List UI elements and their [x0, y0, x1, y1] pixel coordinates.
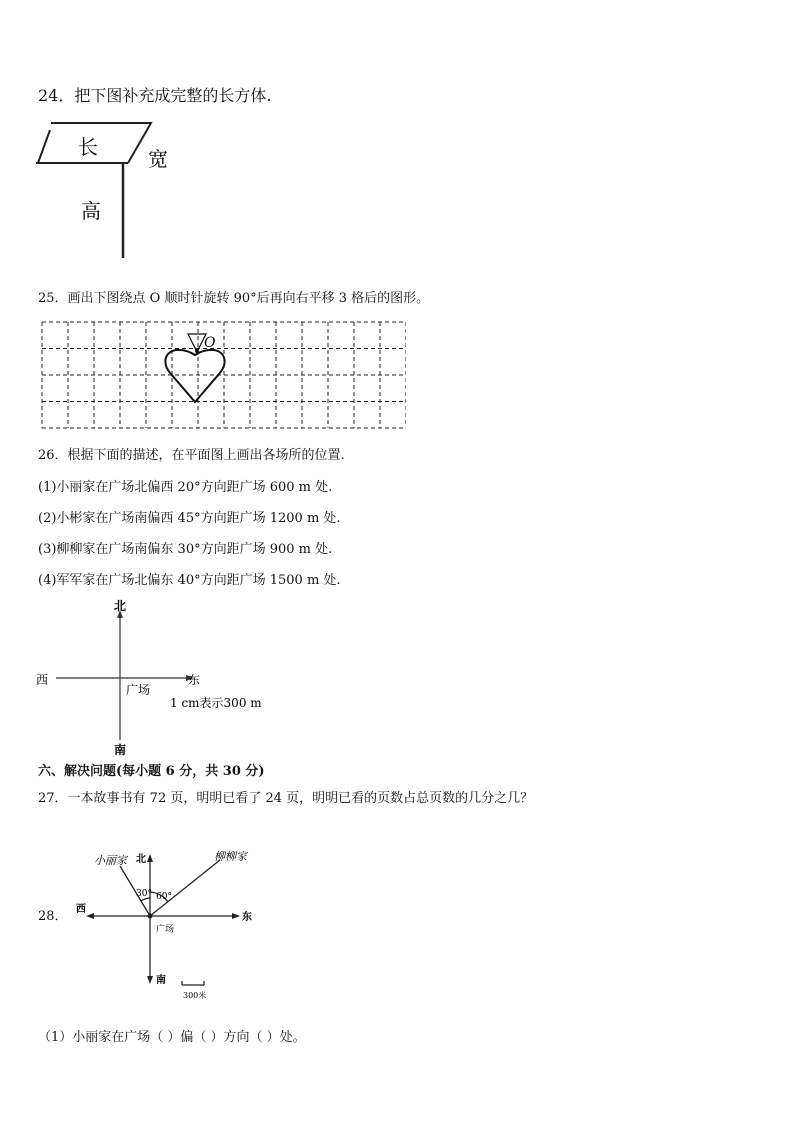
q24-text: 24．把下图补充成完整的长方体. [38, 86, 272, 105]
west-label-28: 西 [76, 904, 86, 915]
compass-map-28 [70, 840, 300, 1010]
cuboid-left-edge [38, 130, 50, 163]
label-height: 高 [81, 199, 101, 223]
north-label: 北 [114, 599, 127, 613]
north-arrow-icon-28 [147, 854, 153, 862]
center-label: 广场 [126, 683, 151, 697]
cuboid-top-edges [51, 123, 151, 163]
home-b-label: 柳柳家 [214, 850, 247, 863]
dashed-grid [42, 322, 406, 428]
label-width: 宽 [148, 147, 168, 171]
south-label-28: 南 [156, 975, 166, 986]
cuboid-figure [36, 118, 196, 263]
center-dot [148, 914, 153, 919]
q26-item-4: (4)军军家在广场北偏东 40°方向距广场 1500 m 处. [38, 573, 341, 588]
q27-text: 27．一本故事书有 72 页，明明已看了 24 页，明明已看的页数占总页数的几分之几？ [38, 791, 534, 806]
south-label: 南 [114, 743, 127, 757]
east-label-28: 东 [242, 912, 252, 923]
q28-number: 28． [38, 909, 68, 924]
east-arrow-icon-28 [232, 913, 240, 919]
angle-60-label: 60° [156, 892, 172, 902]
home-a-label: 小丽家 [94, 854, 127, 867]
q26-item-3: (3)柳柳家在广场南偏东 30°方向距广场 900 m 处. [38, 542, 333, 557]
q25-text: 25．画出下图绕点 O 顺时针旋转 90°后再向右平移 3 格后的图形。 [38, 291, 430, 306]
angle-30-label: 30° [136, 889, 152, 899]
q26-text: 26．根据下面的描述，在平面图上画出各场所的位置. [38, 448, 345, 463]
point-o-label: O [204, 335, 216, 351]
compass-map-26 [30, 598, 280, 760]
q26-item-1: (1)小丽家在广场北偏西 20°方向距广场 600 m 处. [38, 480, 333, 495]
north-label-28: 北 [136, 854, 146, 865]
east-label: 东 [188, 673, 201, 687]
q28-question1: （1）小丽家在广场（ ）偏（ ）方向（ ）处。 [38, 1030, 306, 1045]
west-label: 西 [36, 673, 49, 687]
south-arrow-icon-28 [147, 976, 153, 984]
label-length: 长 [78, 135, 98, 159]
q26-item-2: (2)小彬家在广场南偏西 45°方向距广场 1200 m 处. [38, 511, 341, 526]
grid-figure [40, 320, 406, 432]
heart-shape [165, 350, 224, 402]
center-label-28: 广场 [156, 925, 175, 935]
section6-title: 六、解决问题(每小题 6 分，共 30 分) [38, 764, 265, 779]
scale-label: 1 cm表示300 m [170, 696, 262, 710]
point-o [195, 349, 199, 353]
ray-home-b [150, 860, 220, 916]
scale-label-28: 300米 [183, 991, 207, 1000]
west-arrow-icon-28 [86, 913, 94, 919]
